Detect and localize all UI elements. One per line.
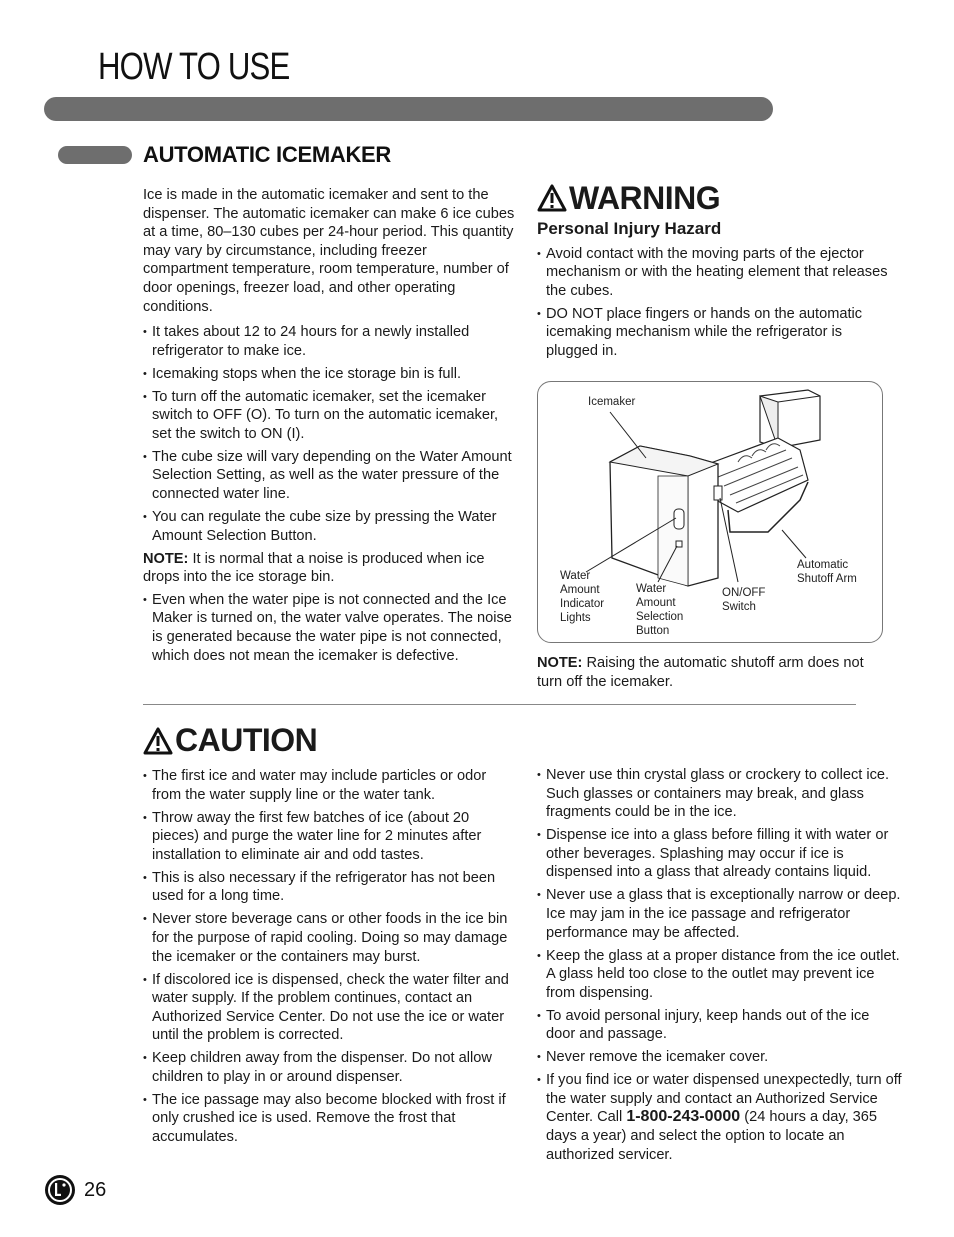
label-icemaker: Icemaker [588,396,636,408]
caution-heading [143,722,317,759]
list-item: • This is also necessary if the refrigerator has not been used for a long time. [143,869,515,906]
caution-title: CAUTION [175,722,318,758]
caution-right-column [537,766,902,1169]
list-item: • The first ice and water may include particles or odor from the water supply line or the water tank. [143,767,515,804]
label-shutoff-arm: Automatic Shutoff Arm [797,559,857,585]
list-item: • DO NOT place fingers or hands on the automatic icemaking mechanism while the refrigerator is plugged in. [537,305,897,361]
warning-heading [537,179,897,216]
caution-left-column [143,767,515,1151]
list-item: • To avoid personal injury, keep hands out of the ice door and passage. [537,1007,902,1044]
warning-block [537,179,897,365]
call-text: If you find ice or water dispensed unexpectedly, turn off the water supply and contact an Authorized Service Center. Call [546,1072,902,1126]
divider [143,704,856,705]
list-item: • Dispense ice into a glass before filling it with water or other beverages. Splashing may occur if ice is dispensed into a glass that already contains liquid. [537,826,902,882]
note-label: NOTE: [537,655,583,671]
list-item: • Icemaking stops when the ice storage bin is full. [143,365,515,384]
warning-bullets [537,245,897,361]
call-hours-text: (24 hours a day, 365 days a year) and select the option to locate an authorized servicer. [546,1109,878,1163]
list-item: • Never use a glass that is exceptionally narrow or deep. Ice may jam in the ice passage and refrigerator performance may be affected. [537,886,902,942]
list-item: • The ice passage may also become blocked with frost if only crushed ice is used. Remove the frost that accumulates. [143,1091,515,1147]
note-text: It is normal that a noise is produced when ice drops into the ice storage bin. [143,550,485,586]
page-footer [44,1174,106,1206]
list-item: • Avoid contact with the moving parts of the ejector mechanism or with the heating element that releases the cubes. [537,245,897,301]
list-item: • Keep the glass at a proper distance from the ice outlet. A glass held too close to the outlet may prevent ice from dispensing. [537,947,902,1003]
list-item: • Throw away the first few batches of ice (about 20 pieces) and purge the water line for 2 minutes after installation to eliminate air and odd tastes. [143,809,515,865]
phone-number: 1-800-243-0000 [626,1108,741,1126]
list-item [537,1071,902,1164]
intro-bullets-2 [143,591,515,665]
title-bar [44,97,773,121]
note-text: Raising the automatic shutoff arm does not turn off the icemaker. [537,655,864,690]
page-title: HOW TO USE [98,46,290,88]
list-item: • Keep children away from the dispenser. Do not allow children to play in or around dispenser. [143,1049,515,1086]
intro-bullets [143,323,515,545]
caution-triangle-icon [143,727,173,755]
label-indicator-lights: Water Amount Indicator Lights [560,570,605,624]
label-onoff-switch: ON/OFF Switch [722,587,766,613]
list-item: • Never store beverage cans or other foods in the ice bin for the purpose of rapid cooling. Doing so may damage the icemaker or the containers may burst. [143,910,515,966]
lg-logo-icon [44,1174,76,1206]
list-item: • The cube size will vary depending on the Water Amount Selection Setting, as well as the water pressure of the connected water line. [143,448,515,504]
intro-paragraph: Ice is made in the automatic icemaker and sent to the dispenser. The automatic icemaker can make 6 ice cubes at a time, 80–130 cubes per 24-hour period. This quantity may vary by circumstance, including freezer compartment temperature, room temperature, number of door openings, freezer load, and other operating conditions. [143,187,515,315]
hazard-title: Personal Injury Hazard [537,219,722,238]
note-label: NOTE: [143,550,189,567]
warning-title: WARNING [569,179,721,216]
page-number: 26 [84,1178,107,1201]
warning-triangle-icon [537,184,567,212]
list-item: • If discolored ice is dispensed, check the water filter and water supply. If the problem continues, contact an Authorized Service Center. Do not use the ice or water until the problem is corrected. [143,971,515,1045]
list-item: • Even when the water pipe is not connected and the Ice Maker is turned on, the water valve operates. The noise is generated because the water pipe is not connected, which does not mean the icemaker is defective. [143,591,515,665]
intro-column [143,186,515,670]
list-item: • Never use thin crystal glass or crockery to collect ice. Such glasses or containers may break, and glass fragments could be in the ice. [537,766,902,822]
list-item: • You can regulate the cube size by pressing the Water Amount Selection Button. [143,508,515,545]
label-selection-button: Water Amount Selection Button [636,583,684,637]
icemaker-diagram [537,381,883,643]
caution-right-bullets [537,766,902,1164]
section-heading: AUTOMATIC ICEMAKER [143,142,391,167]
caution-left-bullets [143,767,515,1147]
diagram-note [537,654,887,691]
list-item: • It takes about 12 to 24 hours for a newly installed refrigerator to make ice. [143,323,515,360]
list-item: • To turn off the automatic icemaker, set the icemaker switch to OFF (O). To turn on the automatic icemaker, set the switch to ON (I). [143,388,515,444]
section-pill [58,146,132,164]
list-item: • Never remove the icemaker cover. [537,1048,902,1067]
intro-note [143,550,515,587]
